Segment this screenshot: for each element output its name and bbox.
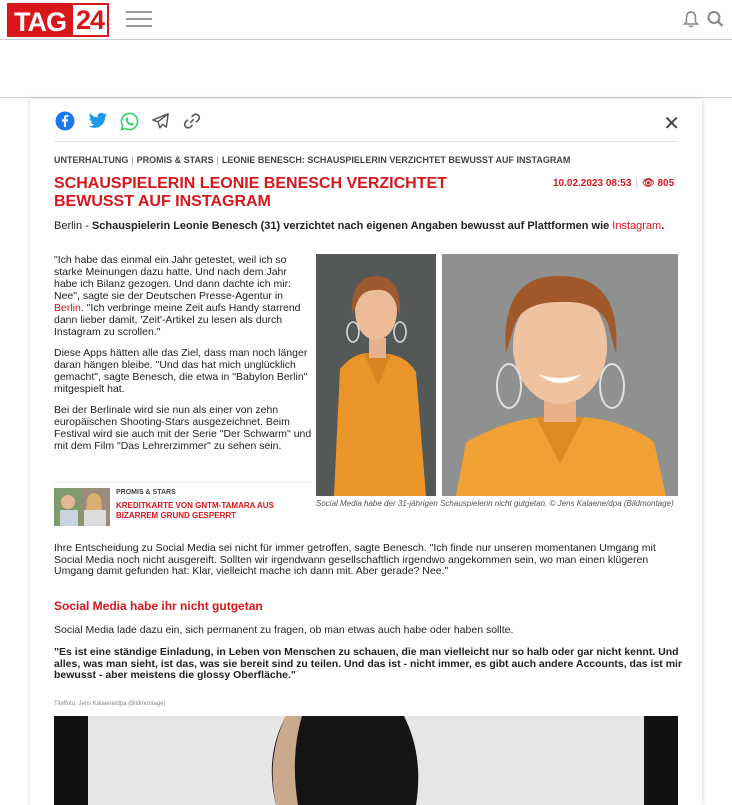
instagram-link[interactable]: Instagram: [612, 220, 662, 232]
lead-end: .: [661, 220, 665, 232]
view-count: 805: [657, 178, 675, 189]
section-subheading: Social Media habe ihr nicht gutgetan: [54, 599, 263, 613]
paragraph-4: Ihre Entscheidung zu Social Media sei nicht für immer getroffen, sagte Benesch. "Ich finde nur unseren momentanen Umgang mit Social Media noch nicht ausgereift. Sollten wir irgendwann gesellschaftlich irgendwo angekommen sein, wo man einen klügeren Umgang damit gefunden hat: Klar, vielleicht mache ich dann mit. Aber gerade? Nee.": [54, 542, 656, 577]
article-lead: [54, 219, 684, 234]
paragraph-6-quote: "Es ist eine ständige Einladung, in Leben von Menschen zu schauen, die man vielleicht nur so halb oder gar nicht kennt. Und alles, was man sieht, ist das, was sie bereit sind zu teilen. Und das ist - nicht immer, es gibt auch andere Accounts, das ist mir bewusst - aber meistens die glossy Oberfläche.": [54, 646, 683, 681]
close-icon[interactable]: ✕: [663, 113, 680, 135]
teaser-thumbnail: [54, 488, 110, 526]
eye-icon: 👁: [642, 178, 655, 189]
lead-city: Berlin -: [54, 220, 92, 232]
paragraph-3: Bei der Berlinale wird sie nun als einer von zehn europäischen Shooting-Stars ausgezeichnet. Beim Festival wird sie auch mit der Serie "Der Schwarm" und mit dem Film "Das Lehrerzimmer" zu sehen sein.: [54, 404, 312, 452]
paragraph-2: Diese Apps hätten alle das Ziel, dass man noch länger daran hängen bleibe. "Und das hat mich unglücklich gemacht", sagte Benesch, die etwa in "Babylon Berlin" mitgespielt hat.: [54, 347, 308, 395]
paragraph-1-part-a: "Ich habe das einmal ein Jahr getestet, weil ich so starke Meinungen dazu hatte. Und nach dem Jahr habe ich Bilanz gezogen. Und dann dachte ich mir: Nee", sagte sie der Deutschen Presse-Agentur in: [54, 254, 291, 302]
article-meta: 10.02.2023 08:53 | 👁 805: [553, 178, 675, 189]
paragraph-5: Social Media lade dazu ein, sich permanent zu fragen, ob man etwas auch habe oder haben sollte.: [54, 624, 514, 636]
article-photo-montage[interactable]: [316, 254, 678, 496]
article-left-column: [54, 254, 312, 461]
bell-icon[interactable]: [683, 10, 699, 28]
article-card: [30, 99, 702, 805]
photo-caption: Social Media habe der 31-jährigen Schauspielerin nicht gutgetan. © Jens Kalaene/dpa (Bildmontage): [316, 499, 674, 508]
logo-text-24: 24: [71, 3, 109, 37]
title-photo-credit: Titelfoto: Jens Kalaene/dpa (Bildmontage): [54, 701, 166, 707]
related-article-teaser[interactable]: [54, 482, 312, 538]
top-navigation-bar: [0, 0, 732, 40]
header-actions: [683, 10, 724, 28]
teaser-title: KREDITKARTE VON GNTM-TAMARA AUS BIZARREM GRUND GESPERRT: [116, 501, 274, 520]
paragraph-1: [54, 254, 312, 338]
article-headline: SCHAUSPIELERIN LEONIE BENESCH VERZICHTET BEWUSST AUF INSTAGRAM: [54, 175, 447, 210]
search-icon[interactable]: [707, 10, 724, 28]
breadcrumb-item-unterhaltung[interactable]: UNTERHALTUNG: [54, 155, 129, 165]
tag24-logo[interactable]: [7, 3, 109, 37]
breadcrumb-item-promis-stars[interactable]: PROMIS & STARS: [136, 155, 214, 165]
facebook-icon[interactable]: [55, 111, 75, 131]
berlin-link[interactable]: Berlin: [54, 302, 81, 314]
copy-link-icon[interactable]: [182, 112, 202, 130]
telegram-icon[interactable]: [151, 112, 170, 130]
breadcrumb: UNTERHALTUNG | PROMIS & STARS | LEONIE BENESCH: SCHAUSPIELERIN VERZICHTET BEWUSST AUF INSTAGRAM: [54, 155, 571, 165]
video-preview-image[interactable]: [54, 716, 678, 805]
ad-placeholder: [0, 40, 732, 98]
lead-text: Schauspielerin Leonie Benesch (31) verzichtet nach eigenen Angaben bewusst auf Plattformen wie: [91, 220, 613, 232]
logo-text-tag: TAG: [7, 3, 71, 37]
menu-icon[interactable]: [126, 11, 152, 29]
twitter-icon[interactable]: [87, 112, 108, 130]
whatsapp-icon[interactable]: [120, 112, 139, 131]
teaser-kicker: PROMIS & STARS: [116, 489, 176, 496]
divider: [54, 141, 678, 142]
breadcrumb-item-current: LEONIE BENESCH: SCHAUSPIELERIN VERZICHTET BEWUSST AUF INSTAGRAM: [221, 155, 571, 165]
share-bar: [55, 111, 202, 131]
publish-date: 10.02.2023 08:53: [553, 178, 632, 189]
paragraph-1-part-b: . "Ich verbringe meine Zeit aufs Handy starrend dann lieber damit, 'Zeit'-Artikel zu lesen als durch Instagram zu scrollen.": [54, 302, 301, 338]
